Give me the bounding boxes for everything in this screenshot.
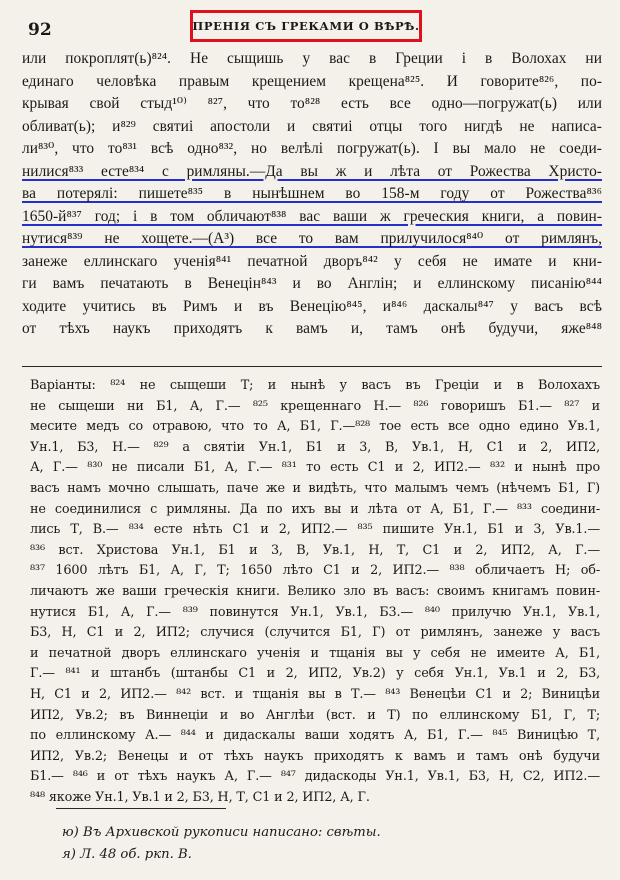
main-line: или покроплят(ь)⁸²⁴. Не сыщишь у вас в Греции і в Волохах ни — [22, 50, 602, 67]
variant-line: ⁸³⁷ 1600 лѣтъ Б1, А, Г, Т; 1650 лѣто С1 и 2, ИП2.— ⁸³⁸ обличаетъ Н; об- — [30, 563, 600, 579]
variants-block — [30, 376, 600, 808]
main-text — [22, 48, 602, 341]
main-line: ходите учитись въ Римъ и въ Венецію⁸⁴⁵, и⁸⁴⁶ даскалы⁸⁴⁷ у васъ всѣ — [22, 297, 602, 315]
main-line: 1650-й⁸³⁷ год; і в том обличают⁸³⁸ вас ваши ж греческия книги, а повин- — [22, 207, 602, 225]
variant-line: по еллинскому А.— ⁸⁴⁴ и дидаскалы ваши ходятъ А, Б1, Г.— ⁸⁴⁵ Виницѣю Т, — [30, 728, 600, 744]
variant-line: Б1.— ⁸⁴⁶ и от тѣхъ наукъ А, Г.— ⁸⁴⁷ дидаскоды Ун.1, Ув.1, Б3, Н, С2, ИП2.— — [30, 769, 600, 785]
variant-line: ИП2, Ув.2; Венецы и от тѣхъ наукъ приходятъ к вамъ и тамъ онѣ будучи — [30, 748, 600, 764]
variant-line: ⁸³⁶ вст. Христова Ун.1, Б1 и 3, В, Ув.1, Н, Т, С1 и 2, ИП2, А, Г.— — [30, 542, 600, 558]
main-line: занеже еллинскаго ученія⁸⁴¹ печатной дворъ⁸⁴² у себя не имате и кни- — [22, 252, 602, 270]
main-line: крывая свой стыд¹⁰⁾ ⁸²⁷, что то⁸²⁸ есть все одно—погружат(ь) или — [22, 95, 602, 112]
variant-line: нутися Б1, А, Г.— ⁸³⁹ повинутся Ун.1, Ув.1, Б3.— ⁸⁴⁰ прилучю Ун.1, Ув.1, — [30, 604, 600, 620]
variant-line: лись Т, В.— ⁸³⁴ есте нѣть С1 и 2, ИП2.— ⁸³⁵ пишите Ун.1, Б1 и 3, Ув.1.— — [30, 522, 600, 538]
main-line: обливат(ь); и⁸²⁹ святиі апостоли и святиі отцы того нигдѣ не написа- — [22, 117, 602, 135]
variant-line: Б3, Н, С1 и 2, ИП2; случися (случится Б1, Г) от римлянъ, занеже у васъ — [30, 625, 600, 641]
variant-line: месите медъ со отравою, что то А, Б1, Г.—⁸²⁸ тое есть все одно едино Ув.1, — [30, 419, 600, 435]
variant-line: не сыщеши ни Б1, А, Г.— ⁸²⁵ крещеннаго Н.— ⁸²⁶ говоришъ Б1.— ⁸²⁷ и — [30, 398, 600, 414]
main-line: единаго человѣка правым крещением крещена⁸²⁵. И говорите⁸²⁶, по- — [22, 72, 602, 90]
footnote: я) Л. 48 об. ркп. В. — [62, 847, 192, 862]
variant-line: личаютъ же ваши греческія книги. Велико зло въ васъ: своимъ книгамъ повин- — [30, 583, 600, 599]
variant-line: и печатной дворъ еллинскаго ученія и тщанія вы у себя не имеите А, Б1, — [30, 645, 600, 661]
footnotes — [62, 822, 582, 866]
main-line: ги вамъ печатають в Венецін⁸⁴³ и во Англін; и еллинскому писанію⁸⁴⁴ — [22, 275, 602, 292]
main-line: от тѣхъ наукъ приходятъ к вамъ и, тамъ онѣ будучи, яже⁸⁴⁸ — [22, 320, 602, 337]
footnote-rule — [56, 808, 226, 809]
page-number: 92 — [28, 20, 52, 40]
main-line: нутися⁸³⁹ не хощете.—(А³) все то вам прилучилося⁸⁴⁰ от римлянъ, — [22, 230, 602, 247]
section-rule — [22, 366, 602, 367]
variant-line: ИП2, Ув.2; въ Виннеціи и во Англѣи (вст. и Т) по еллинскому Б1, Г, Т; — [30, 707, 600, 723]
variant-line: Н, С1 и 2, ИП2.— ⁸⁴² вст. и тщанія вы в Т.— ⁸⁴³ Венецѣи С1 и 2; Виницѣи — [30, 686, 600, 702]
main-line: ли⁸³⁰, что то⁸³¹ всѣ одно⁸³², но велѣлі погружат(ь). І вы мало не соеди- — [22, 140, 602, 157]
variant-line: А, Г.— ⁸³⁰ не писали Б1, А, Г.— ⁸³¹ то есть С1 и 2, ИП2.— ⁸³² и нынѣ про — [30, 460, 600, 476]
variant-line: Варіанты: ⁸²⁴ не сыщеши Т; и нынѣ у васъ въ Греціи и в Волохахъ — [30, 378, 600, 393]
variant-line: Ун.1, Б3, Н.— ⁸²⁹ а святіи Ун.1, Б1 и 3, В, Ув.1, Н, С1 и 2, ИП2, — [30, 439, 600, 455]
variant-line: не соединилися с римляны. Да по ихъ вы и лѣта от А, Б1, Г.— ⁸³³ соедини- — [30, 501, 600, 517]
variant-line: Г.— ⁸⁴¹ и штанбъ (штанбы С1 и 2, ИП2, Ув.2) у себя Ун.1, Ув.1 и 2, Б3, — [30, 666, 600, 682]
main-line: ва потерялі: пишете⁸³⁵ в нынѣшнем во 158-м году от Рожества⁸³⁶ — [22, 185, 602, 202]
variant-line: васъ намъ мочно слышать, паче же и видѣть, что малымъ чемъ (нѣчемъ Б1, Г) — [30, 480, 600, 496]
running-header: ПРЕНІЯ СЪ ГРЕКАМИ О ВѢРѢ. — [190, 10, 422, 42]
variant-line: ⁸⁴⁸ якоже Ун.1, Ув.1 и 2, Б3, Н, Т, С1 и 2, ИП2, А, Г. — [30, 789, 370, 805]
footnote: ю) Въ Архивской рукописи написано: свѣты. — [62, 825, 381, 840]
main-line: нилися⁸³³ есте⁸³⁴ с римляны.—Да вы ж и лѣта от Рожества Христо- — [22, 162, 602, 180]
